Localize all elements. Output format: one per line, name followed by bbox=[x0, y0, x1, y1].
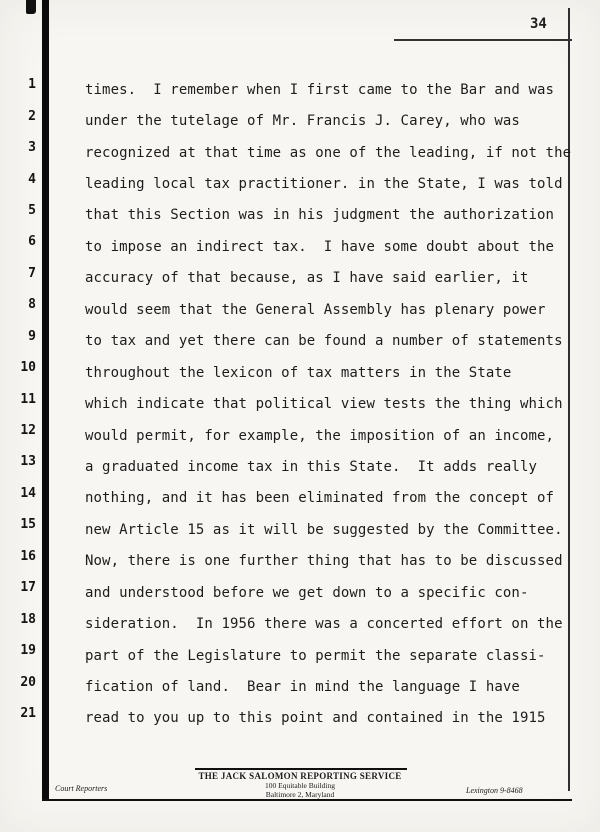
transcript-line-row bbox=[18, 577, 592, 608]
transcript-line-row bbox=[18, 74, 592, 105]
transcript-line-text: would permit, for example, the imposition of an income, bbox=[85, 427, 555, 444]
line-number: 5 bbox=[28, 202, 36, 218]
transcript-line-row bbox=[18, 546, 592, 577]
transcript-line-text: to impose an indirect tax. I have some doubt about the bbox=[85, 238, 555, 255]
top-header-rule bbox=[394, 39, 572, 41]
transcript-line-row bbox=[18, 231, 592, 262]
transcript-line-row bbox=[18, 137, 592, 168]
court-reporters-label: Court Reporters bbox=[55, 784, 108, 793]
transcript-line-row bbox=[18, 640, 592, 671]
line-number: 14 bbox=[20, 485, 36, 501]
transcript-line-text: nothing, and it has been eliminated from the concept of bbox=[85, 490, 555, 507]
transcript-line-row bbox=[18, 388, 592, 419]
scan-corner-mark bbox=[26, 0, 36, 14]
line-number: 3 bbox=[28, 140, 36, 156]
transcript-line-text: that this Section was in his judgment the authorization bbox=[85, 207, 555, 224]
transcript-lines bbox=[18, 74, 592, 734]
line-number: 2 bbox=[28, 108, 36, 124]
transcript-line-text: recognized at that time as one of the leading, if not the bbox=[85, 144, 572, 161]
transcript-line-text: and understood before we get down to a specific con- bbox=[85, 584, 529, 601]
footer-bottom-rule bbox=[42, 799, 572, 801]
transcript-line-text: read to you up to this point and contained in the 1915 bbox=[85, 710, 546, 727]
line-number: 18 bbox=[20, 611, 36, 627]
transcript-line-row bbox=[18, 357, 592, 388]
transcript-line-text: fication of land. Bear in mind the language I have bbox=[85, 679, 520, 696]
line-number: 11 bbox=[20, 391, 36, 407]
page-number: 34 bbox=[530, 16, 547, 32]
transcript-line-row bbox=[18, 483, 592, 514]
transcript-line-text: a graduated income tax in this State. It adds really bbox=[85, 458, 538, 475]
line-number: 19 bbox=[20, 643, 36, 659]
transcript-line-text: under the tutelage of Mr. Francis J. Carey, who was bbox=[85, 113, 520, 130]
line-number: 6 bbox=[28, 234, 36, 250]
line-number: 16 bbox=[20, 548, 36, 564]
transcript-line-row bbox=[18, 608, 592, 639]
line-number: 17 bbox=[20, 580, 36, 596]
transcript-line-text: new Article 15 as it will be suggested by the Committee. bbox=[85, 521, 563, 538]
transcript-line-text: sideration. In 1956 there was a concerted effort on the bbox=[85, 616, 563, 633]
transcript-line-row bbox=[18, 263, 592, 294]
transcript-line-row bbox=[18, 420, 592, 451]
line-number: 9 bbox=[28, 328, 36, 344]
transcript-line-text: which indicate that political view tests the thing which bbox=[85, 396, 563, 413]
transcript-line-row bbox=[18, 514, 592, 545]
line-number: 8 bbox=[28, 297, 36, 313]
transcript-line-row bbox=[18, 671, 592, 702]
line-number: 12 bbox=[20, 423, 36, 439]
transcript-line-text: to tax and yet there can be found a number of statements bbox=[85, 333, 563, 350]
reporting-service-address-1: 100 Equitable Building bbox=[265, 781, 335, 790]
line-number: 10 bbox=[20, 360, 36, 376]
reporting-service-footer bbox=[0, 766, 600, 808]
transcript-line-text: times. I remember when I first came to the Bar and was bbox=[85, 81, 555, 98]
transcript-line-row bbox=[18, 326, 592, 357]
line-number: 7 bbox=[28, 265, 36, 281]
footer-center-block bbox=[150, 771, 450, 799]
reporting-service-address-2: Baltimore 2, Maryland bbox=[265, 790, 335, 799]
transcript-line-row bbox=[18, 200, 592, 231]
transcript-line-text: Now, there is one further thing that has to be discussed bbox=[85, 553, 563, 570]
reporting-service-name: THE JACK SALOMON REPORTING SERVICE bbox=[198, 771, 402, 781]
footer-top-rule bbox=[195, 768, 407, 770]
transcript-line-row bbox=[18, 294, 592, 325]
transcript-line-row bbox=[18, 105, 592, 136]
line-number: 15 bbox=[20, 517, 36, 533]
transcript-line-text: accuracy of that because, as I have said earlier, it bbox=[85, 270, 529, 287]
line-number: 20 bbox=[20, 674, 36, 690]
transcript-line-text: throughout the lexicon of tax matters in the State bbox=[85, 364, 512, 381]
line-number: 1 bbox=[28, 77, 36, 93]
phone-label: Lexington 9-8468 bbox=[466, 786, 523, 795]
line-number: 4 bbox=[28, 171, 36, 187]
transcript-line-text: part of the Legislature to permit the separate classi- bbox=[85, 647, 546, 664]
line-number: 21 bbox=[20, 705, 36, 721]
line-number: 13 bbox=[20, 454, 36, 470]
transcript-line-text: would seem that the General Assembly has plenary power bbox=[85, 301, 546, 318]
transcript-line-row bbox=[18, 168, 592, 199]
transcript-line-row bbox=[18, 703, 592, 734]
transcript-line-row bbox=[18, 451, 592, 482]
transcript-line-text: leading local tax practitioner. in the State, I was told bbox=[85, 176, 563, 193]
